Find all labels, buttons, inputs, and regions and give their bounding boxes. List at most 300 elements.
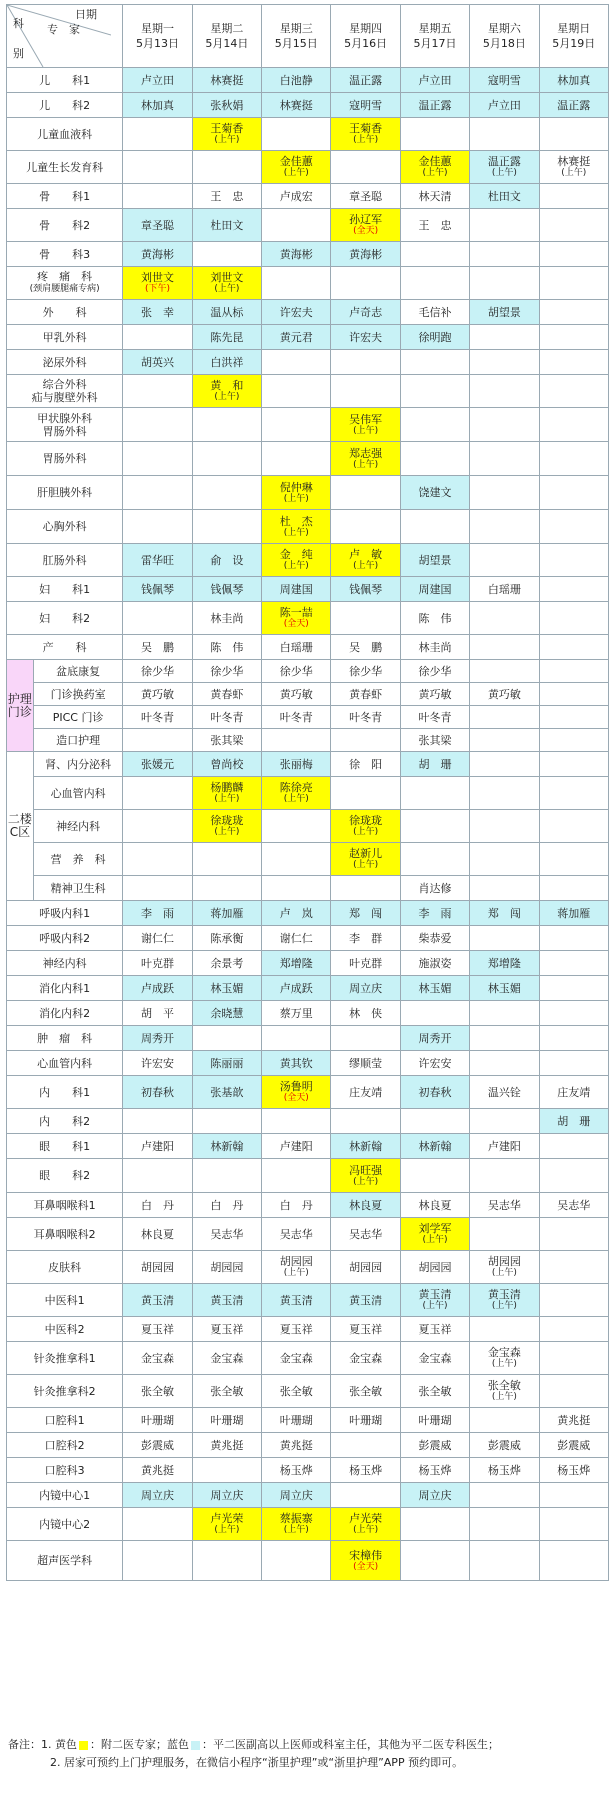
schedule-cell — [331, 1076, 400, 1109]
doctor-name: 周立庆 — [279, 1488, 313, 1502]
doctor-name: 叶珊瑚 — [279, 1413, 313, 1427]
schedule-cell — [262, 151, 331, 184]
schedule-row — [7, 118, 609, 151]
department-name — [33, 876, 123, 901]
doctor-name: 庄友靖 — [349, 1085, 383, 1099]
doctor-name: 金宝森 — [349, 1351, 383, 1365]
doctor-name: 周秀开 — [141, 1031, 175, 1045]
schedule-cell — [192, 843, 261, 876]
schedule-cell — [192, 476, 261, 510]
doctor-name: 蒋加雁 — [557, 906, 591, 920]
schedule-cell — [470, 1251, 539, 1284]
schedule-cell — [331, 901, 400, 926]
doctor-name: 张丽梅 — [279, 757, 313, 771]
day-date: 5月17日 — [413, 37, 457, 50]
doctor-name: 张其梁 — [210, 733, 244, 747]
schedule-cell — [470, 442, 539, 476]
schedule-cell — [539, 1193, 608, 1218]
doctor-name: 周立庆 — [141, 1488, 175, 1502]
session-note: (全天) — [353, 226, 379, 236]
doctor-name: 杜田文 — [487, 189, 521, 203]
department-name — [7, 1251, 123, 1284]
department-label: 消化内科2 — [39, 1006, 91, 1020]
session-note: (上午) — [283, 168, 309, 178]
doctor-name: 倪仲琳 — [279, 480, 313, 494]
session-note: (上午) — [214, 827, 240, 837]
schedule-cell — [262, 300, 331, 325]
doctor-name: 蔡振寨 — [279, 1512, 313, 1525]
department-name — [7, 1134, 123, 1159]
doctor-name: 温正露 — [349, 73, 383, 87]
day-name: 星期五 — [418, 22, 452, 35]
schedule-cell — [331, 926, 400, 951]
doctor-name: 黄巧敏 — [279, 687, 313, 701]
session-note: (上午) — [353, 459, 379, 470]
schedule-cell — [192, 602, 261, 635]
day-header — [539, 5, 608, 68]
schedule-cell — [262, 1433, 331, 1458]
doctor-name: 金佳蕙 — [418, 155, 452, 168]
department-name — [7, 476, 123, 510]
department-name — [7, 1541, 123, 1581]
schedule-cell — [331, 843, 400, 876]
schedule-cell — [331, 184, 400, 209]
session-note: (上午) — [422, 168, 448, 178]
schedule-cell — [123, 810, 192, 843]
schedule-cell — [539, 683, 608, 706]
schedule-cell — [192, 752, 261, 777]
schedule-cell — [539, 1051, 608, 1076]
department-name — [33, 729, 123, 752]
department-label: 中医科1 — [44, 1293, 85, 1307]
schedule-row — [7, 683, 609, 706]
schedule-cell — [400, 1076, 469, 1109]
department-name — [7, 1076, 123, 1109]
doctor-name: 白洪祥 — [210, 355, 244, 369]
doctor-name: 胡园园 — [418, 1260, 452, 1274]
department-name — [7, 1342, 123, 1375]
doctor-name: 施淑姿 — [418, 956, 452, 970]
schedule-cell — [262, 408, 331, 442]
schedule-cell — [470, 1109, 539, 1134]
schedule-cell — [331, 1342, 400, 1375]
doctor-name: 胡园园 — [141, 1260, 175, 1274]
doctor-name: 胡 珊 — [418, 757, 452, 771]
schedule-cell — [400, 876, 469, 901]
doctor-name: 叶冬青 — [210, 710, 244, 724]
schedule-cell — [331, 476, 400, 510]
schedule-cell — [123, 1342, 192, 1375]
day-date: 5月14日 — [205, 37, 249, 50]
doctor-name: 金宝森 — [487, 1346, 521, 1359]
department-label: 中医科2 — [44, 1322, 85, 1336]
schedule-cell — [470, 93, 539, 118]
session-note: (上午) — [422, 1301, 448, 1311]
schedule-cell — [262, 1051, 331, 1076]
doctor-name: 黄巧敏 — [418, 687, 452, 701]
doctor-name: 寇明雪 — [487, 73, 521, 87]
doctor-name: 黄兆挺 — [210, 1438, 244, 1452]
schedule-row — [7, 926, 609, 951]
schedule-row — [7, 660, 609, 683]
department-name — [7, 209, 123, 242]
doctor-name: 黄其钦 — [279, 1056, 313, 1070]
schedule-cell — [539, 184, 608, 209]
schedule-cell — [470, 350, 539, 375]
department-label: 超声医学科 — [37, 1554, 93, 1567]
schedule-cell — [400, 706, 469, 729]
schedule-cell — [123, 300, 192, 325]
department-label: 外 科 — [42, 305, 87, 319]
schedule-cell — [400, 926, 469, 951]
doctor-name: 林新翰 — [418, 1139, 452, 1153]
doctor-name: 黄海彬 — [349, 247, 383, 261]
department-name — [7, 68, 123, 93]
schedule-cell — [539, 951, 608, 976]
schedule-cell — [400, 1541, 469, 1581]
corner-cell — [7, 5, 123, 68]
schedule-cell — [331, 577, 400, 602]
doctor-name: 胡 珊 — [557, 1114, 591, 1128]
schedule-cell — [331, 325, 400, 350]
doctor-name: 彭震威 — [141, 1438, 175, 1452]
doctor-name: 杨玉烨 — [418, 1463, 452, 1477]
doctor-name: 金宝森 — [210, 1351, 244, 1365]
note-line-1 — [8, 1736, 608, 1754]
schedule-cell — [400, 577, 469, 602]
department-name — [7, 1458, 123, 1483]
doctor-name: 黄兆挺 — [279, 1438, 313, 1452]
doctor-name: 胡园园 — [349, 1260, 383, 1274]
schedule-row — [7, 1508, 609, 1541]
doctor-name: 金宝森 — [418, 1351, 452, 1365]
department-label: 心胸外科 — [42, 520, 87, 533]
doctor-name: 林良夏 — [418, 1198, 452, 1212]
schedule-cell — [331, 350, 400, 375]
schedule-cell — [539, 1458, 608, 1483]
doctor-name: 胡园园 — [210, 1260, 244, 1274]
department-name — [33, 660, 123, 683]
schedule-cell — [123, 1076, 192, 1109]
doctor-name: 章圣聪 — [349, 189, 383, 203]
schedule-cell — [539, 1508, 608, 1541]
doctor-name: 卢成跃 — [141, 981, 175, 995]
schedule-cell — [400, 1375, 469, 1408]
doctor-name: 张全敏 — [210, 1384, 244, 1398]
schedule-cell — [400, 1433, 469, 1458]
schedule-cell — [262, 68, 331, 93]
schedule-cell — [400, 1483, 469, 1508]
doctor-name: 陈丽丽 — [210, 1056, 244, 1070]
doctor-name: 陈徐亮 — [279, 781, 313, 794]
doctor-name: 杨鹏麟 — [210, 781, 244, 794]
schedule-cell — [539, 777, 608, 810]
department-label: 泌尿外科 — [42, 355, 87, 369]
department-name — [7, 93, 123, 118]
schedule-cell — [331, 1483, 400, 1508]
doctor-name: 刘世文 — [141, 271, 175, 284]
schedule-cell — [192, 876, 261, 901]
schedule-cell — [470, 976, 539, 1001]
doctor-name: 叶克群 — [141, 956, 175, 970]
schedule-cell — [262, 209, 331, 242]
schedule-cell — [539, 1134, 608, 1159]
schedule-cell — [400, 1317, 469, 1342]
schedule-cell — [123, 843, 192, 876]
day-header — [470, 5, 539, 68]
schedule-cell — [262, 1342, 331, 1375]
department-name — [7, 1375, 123, 1408]
schedule-cell — [400, 375, 469, 408]
schedule-cell — [262, 976, 331, 1001]
doctor-name: 黄海彬 — [279, 247, 313, 261]
doctor-name: 黄兆挺 — [557, 1413, 591, 1427]
schedule-row — [7, 729, 609, 752]
schedule-cell — [331, 976, 400, 1001]
department-name — [7, 1218, 123, 1251]
schedule-cell — [331, 1541, 400, 1581]
doctor-name: 郑 闯 — [487, 906, 521, 920]
department-label: 儿 科1 — [39, 73, 91, 87]
schedule-cell — [192, 68, 261, 93]
doctor-name: 胡望景 — [487, 305, 521, 319]
department-label: 妇 科1 — [39, 582, 91, 596]
schedule-cell — [331, 151, 400, 184]
schedule-cell — [262, 242, 331, 267]
schedule-cell — [192, 1218, 261, 1251]
doctor-name: 初春秋 — [141, 1085, 175, 1099]
schedule-cell — [123, 1541, 192, 1581]
doctor-name: 张 幸 — [141, 305, 175, 319]
doctor-name: 吴 鹏 — [141, 640, 175, 654]
session-note: (上午) — [353, 1176, 379, 1187]
doctor-name: 张全敏 — [141, 1384, 175, 1398]
schedule-cell — [331, 635, 400, 660]
schedule-cell — [331, 267, 400, 300]
schedule-cell — [262, 901, 331, 926]
doctor-name: 郑增隆 — [487, 956, 521, 970]
doctor-name: 俞 设 — [210, 553, 244, 567]
schedule-cell — [331, 1193, 400, 1218]
floor-group-label: 二楼C区 — [7, 752, 34, 901]
schedule-cell — [539, 325, 608, 350]
schedule-cell — [123, 1433, 192, 1458]
doctor-name: 温正露 — [418, 98, 452, 112]
schedule-cell — [192, 951, 261, 976]
schedule-cell — [123, 1193, 192, 1218]
doctor-name: 张媛元 — [141, 757, 175, 771]
schedule-cell — [331, 951, 400, 976]
schedule-cell — [539, 706, 608, 729]
schedule-cell — [192, 1193, 261, 1218]
doctor-name: 杨玉烨 — [557, 1463, 591, 1477]
schedule-cell — [262, 683, 331, 706]
department-label: 综合外科 — [42, 378, 87, 391]
schedule-row — [7, 1001, 609, 1026]
doctor-name: 林天清 — [418, 189, 452, 203]
department-name — [7, 242, 123, 267]
schedule-cell — [470, 1001, 539, 1026]
schedule-row — [7, 752, 609, 777]
doctor-name: 陈先昆 — [210, 330, 244, 344]
schedule-cell — [192, 1433, 261, 1458]
session-note: (上午) — [214, 392, 240, 402]
schedule-cell — [192, 118, 261, 151]
doctor-name: 林玉媚 — [210, 981, 244, 995]
schedule-cell — [470, 777, 539, 810]
schedule-cell — [539, 1159, 608, 1193]
schedule-cell — [192, 706, 261, 729]
department-label: 心血管内科 — [37, 1056, 93, 1070]
doctor-name: 许宏安 — [141, 1056, 175, 1070]
schedule-cell — [470, 1134, 539, 1159]
doctor-name: 黄海彬 — [141, 247, 175, 261]
day-date: 5月13日 — [136, 37, 180, 50]
schedule-row — [7, 1317, 609, 1342]
schedule-cell — [470, 375, 539, 408]
schedule-cell — [262, 577, 331, 602]
nursing-group-label: 护理门诊 — [7, 660, 34, 752]
session-note: (上午) — [561, 168, 587, 178]
schedule-cell — [470, 267, 539, 300]
schedule-cell — [192, 926, 261, 951]
schedule-cell — [331, 1001, 400, 1026]
schedule-cell — [539, 350, 608, 375]
doctor-name: 林赛挺 — [210, 73, 244, 87]
doctor-name: 孙辽军 — [349, 213, 383, 226]
session-note: (上午) — [491, 168, 517, 178]
department-name — [33, 706, 123, 729]
department-name — [7, 602, 123, 635]
schedule-row — [7, 1218, 609, 1251]
session-note: (上午) — [353, 135, 379, 145]
schedule-cell — [262, 544, 331, 577]
schedule-cell — [192, 1284, 261, 1317]
department-sublabel: (颈肩腰腿痛专病) — [29, 284, 100, 294]
schedule-cell — [262, 93, 331, 118]
doctor-name: 周立庆 — [418, 1488, 452, 1502]
schedule-cell — [123, 729, 192, 752]
department-label: 肿 瘤 科 — [37, 1031, 93, 1045]
department-label: 内 科2 — [39, 1114, 91, 1128]
schedule-cell — [539, 476, 608, 510]
doctor-name: 卢光荣 — [210, 1512, 244, 1525]
schedule-cell — [192, 242, 261, 267]
doctor-name: 温兴铨 — [487, 1085, 521, 1099]
schedule-cell — [123, 926, 192, 951]
schedule-row — [7, 901, 609, 926]
session-note: (上午) — [353, 1525, 379, 1535]
schedule-cell — [262, 876, 331, 901]
schedule-row — [7, 1051, 609, 1076]
schedule-cell — [262, 752, 331, 777]
session-note: (全天) — [283, 619, 309, 629]
schedule-cell — [192, 660, 261, 683]
schedule-cell — [400, 1051, 469, 1076]
schedule-cell — [470, 1026, 539, 1051]
schedule-cell — [262, 926, 331, 951]
schedule-cell — [470, 68, 539, 93]
doctor-name: 胡园园 — [487, 1255, 521, 1268]
doctor-name: 黄巧敏 — [487, 687, 521, 701]
schedule-cell — [123, 1001, 192, 1026]
doctor-name: 杜 杰 — [279, 514, 313, 528]
schedule-cell — [123, 602, 192, 635]
department-name — [7, 184, 123, 209]
schedule-cell — [470, 1375, 539, 1408]
schedule-cell — [400, 151, 469, 184]
schedule-cell — [470, 476, 539, 510]
schedule-cell — [331, 1109, 400, 1134]
schedule-cell — [192, 300, 261, 325]
schedule-row — [7, 706, 609, 729]
session-note: (上午) — [491, 1359, 517, 1369]
department-name — [7, 442, 123, 476]
schedule-cell — [123, 1483, 192, 1508]
doctor-name: 杨玉烨 — [349, 1463, 383, 1477]
schedule-cell — [539, 876, 608, 901]
schedule-row — [7, 544, 609, 577]
doctor-name: 曾尚校 — [210, 757, 244, 771]
department-label: PICC 门诊 — [52, 710, 104, 724]
doctor-name: 郑 闯 — [349, 906, 383, 920]
schedule-cell — [400, 660, 469, 683]
department-label: 妇 科2 — [39, 611, 91, 625]
schedule-cell — [400, 1218, 469, 1251]
department-name — [7, 408, 123, 442]
schedule-cell — [539, 577, 608, 602]
schedule-cell — [331, 375, 400, 408]
department-label: 营 养 科 — [50, 852, 106, 866]
doctor-name: 金 纯 — [279, 548, 313, 561]
doctor-name: 夏玉祥 — [210, 1322, 244, 1336]
doctor-name: 柴恭爱 — [418, 931, 452, 945]
doctor-name: 白 丹 — [210, 1198, 244, 1212]
schedule-cell — [539, 300, 608, 325]
schedule-cell — [400, 1508, 469, 1541]
schedule-cell — [262, 1375, 331, 1408]
doctor-name: 陈一喆 — [279, 606, 313, 619]
doctor-name: 初春秋 — [418, 1085, 452, 1099]
schedule-cell — [331, 510, 400, 544]
schedule-cell — [400, 93, 469, 118]
schedule-cell — [539, 729, 608, 752]
schedule-cell — [123, 1051, 192, 1076]
schedule-cell — [123, 1134, 192, 1159]
schedule-cell — [123, 1026, 192, 1051]
schedule-cell — [539, 1375, 608, 1408]
schedule-cell — [123, 118, 192, 151]
doctor-name: 刘世文 — [210, 271, 244, 284]
doctor-name: 林圭尚 — [418, 640, 452, 654]
department-label: 口腔科2 — [44, 1438, 85, 1452]
doctor-name: 叶冬青 — [418, 710, 452, 724]
schedule-cell — [262, 350, 331, 375]
schedule-cell — [262, 118, 331, 151]
department-label: 盆底康复 — [56, 664, 101, 678]
schedule-cell — [539, 1284, 608, 1317]
session-note: (全天) — [353, 1561, 379, 1572]
schedule-cell — [400, 1134, 469, 1159]
doctor-name: 白 丹 — [141, 1198, 175, 1212]
schedule-row — [7, 408, 609, 442]
note-prefix: 备注：1. 黄色 — [8, 1738, 77, 1751]
doctor-name: 白瑶珊 — [487, 582, 521, 596]
doctor-name: 卢建阳 — [279, 1139, 313, 1153]
schedule-cell — [539, 118, 608, 151]
schedule-cell — [331, 1433, 400, 1458]
schedule-cell — [123, 350, 192, 375]
